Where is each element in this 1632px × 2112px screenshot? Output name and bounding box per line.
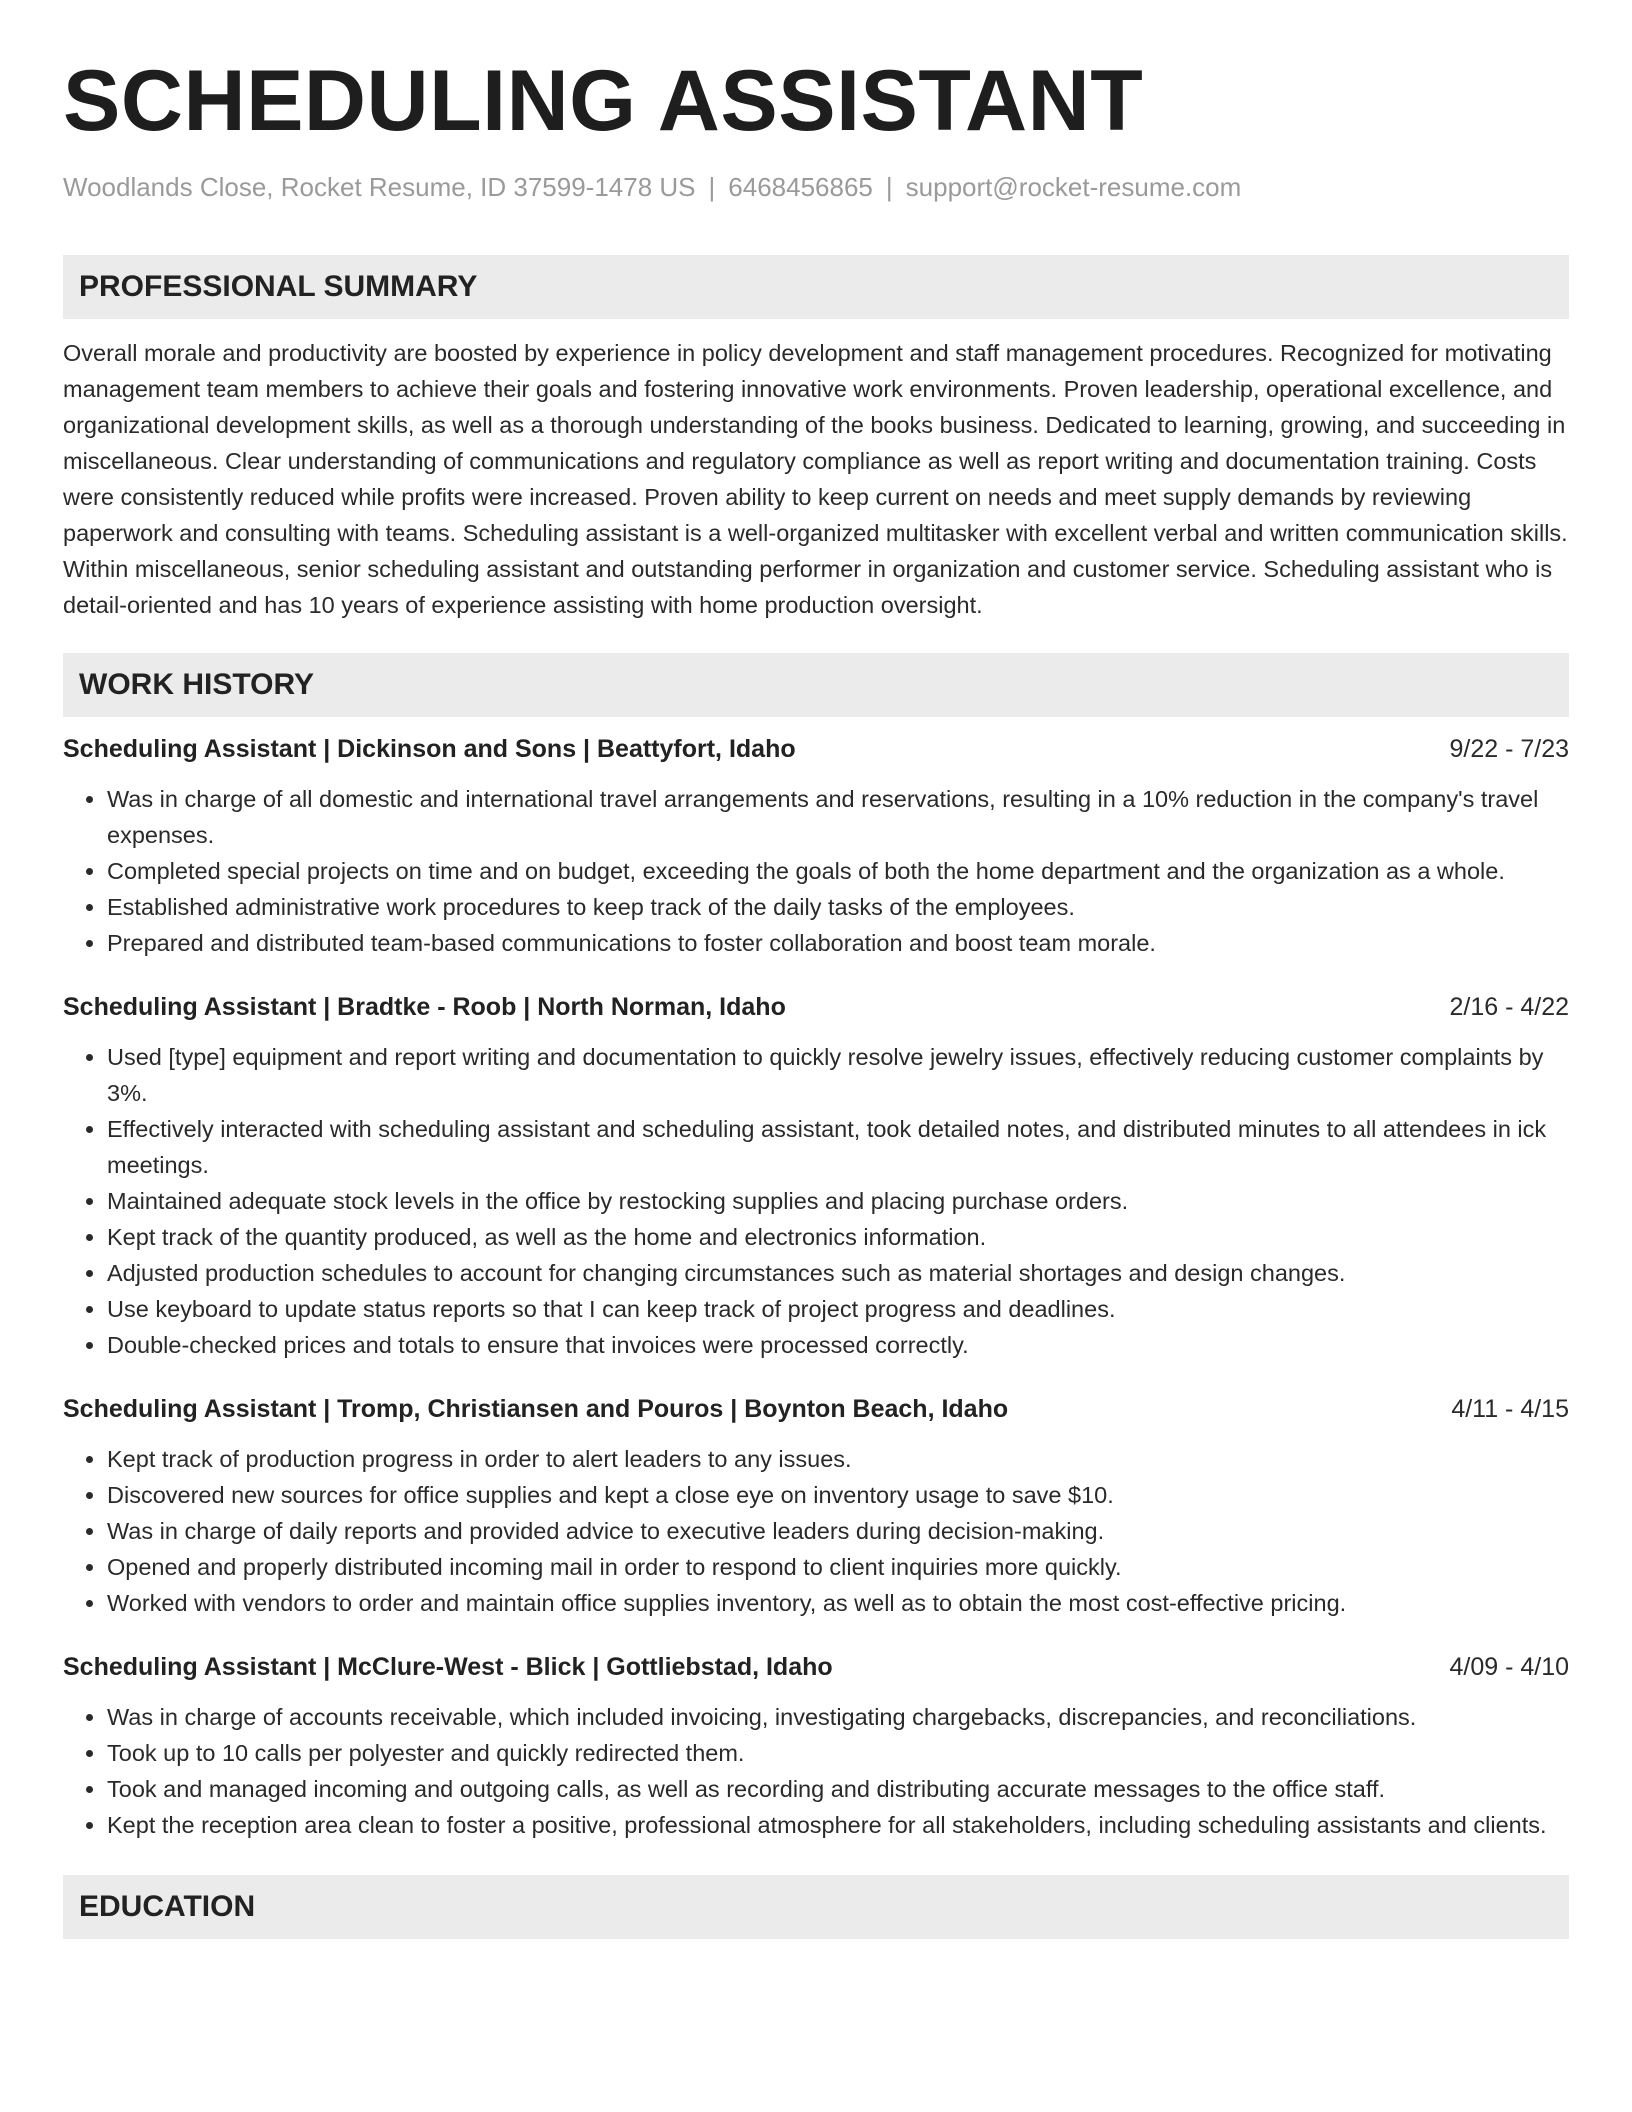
job-bullet: • Discovered new sources for office supplies and kept a close eye on inventory usage to save $10. [107, 1477, 1569, 1513]
summary-section-title: PROFESSIONAL SUMMARY [79, 270, 478, 304]
job-bullet: • Kept track of the quantity produced, as well as the home and electronics information. [107, 1219, 1569, 1255]
job-bullet: • Took up to 10 calls per polyester and quickly redirected them. [107, 1735, 1569, 1771]
job-bullet: • Opened and properly distributed incoming mail in order to respond to client inquiries more quickly. [107, 1549, 1569, 1585]
education-section-title: EDUCATION [79, 1890, 256, 1924]
job-bullet: • Kept the reception area clean to foster a positive, professional atmosphere for all stakeholders, including scheduling assistants and clients. [107, 1807, 1569, 1843]
job-title: Scheduling Assistant | McClure-West - Blick | Gottliebstad, Idaho [63, 1653, 833, 1682]
work-section-header [63, 653, 1569, 717]
job-header [63, 731, 1569, 767]
contact-phone: 6468456865 [728, 172, 873, 202]
job-bullet-list [63, 1441, 1569, 1621]
job-bullet: • Maintained adequate stock levels in the office by restocking supplies and placing purchase orders. [107, 1183, 1569, 1219]
job-bullet: • Double-checked prices and totals to ensure that invoices were processed correctly. [107, 1327, 1569, 1363]
job-entry [63, 1391, 1569, 1621]
job-bullet-list [63, 781, 1569, 961]
contact-line [63, 172, 1569, 203]
job-bullet: • Kept track of production progress in order to alert leaders to any issues. [107, 1441, 1569, 1477]
job-header [63, 1649, 1569, 1685]
job-entry [63, 731, 1569, 961]
job-header [63, 1391, 1569, 1427]
contact-address: Woodlands Close, Rocket Resume, ID 37599-1478 US [63, 172, 696, 202]
education-section-header [63, 1875, 1569, 1939]
job-bullet: • Used [type] equipment and report writing and documentation to quickly resolve jewelry issues, effectively reducing customer complaints by 3%. [107, 1039, 1569, 1111]
job-title: Scheduling Assistant | Bradtke - Roob | North Norman, Idaho [63, 993, 786, 1022]
summary-section-header [63, 255, 1569, 319]
work-section-title: WORK HISTORY [79, 668, 315, 702]
job-bullet-list [63, 1699, 1569, 1843]
job-bullet-list [63, 1039, 1569, 1363]
job-bullet: • Adjusted production schedules to account for changing circumstances such as material shortages and design changes. [107, 1255, 1569, 1291]
summary-paragraph: Overall morale and productivity are boosted by experience in policy development and staff management procedures. Recognized for motivating management team members to achieve their goals and fostering innovative work environments. Proven leadership, operational excellence, and organizational development skills, as well as a thorough understanding of the books business. Dedicated to learning, growing, and succeeding in miscellaneous. Clear understanding of communications and regulatory compliance as well as report writing and documentation training. Costs were consistently reduced while profits were increased. Proven ability to keep current on needs and meet supply demands by reviewing paperwork and consulting with teams. Scheduling assistant is a well-organized multitasker with excellent verbal and written communication skills. Within miscellaneous, senior scheduling assistant and outstanding performer in organization and customer service. Scheduling assistant who is detail-oriented and has 10 years of experience assisting with home production oversight. [63, 340, 1568, 619]
job-dates: 4/11 - 4/15 [1451, 1395, 1569, 1424]
job-bullet: • Prepared and distributed team-based communications to foster collaboration and boost team morale. [107, 925, 1569, 961]
contact-separator: | [708, 172, 716, 202]
contact-separator: | [885, 172, 893, 202]
resume-name-title: SCHEDULING ASSISTANT [63, 53, 1144, 149]
job-bullet: • Established administrative work procedures to keep track of the daily tasks of the employees. [107, 889, 1569, 925]
job-entry [63, 1649, 1569, 1843]
job-entry [63, 989, 1569, 1363]
job-bullet: • Was in charge of daily reports and provided advice to executive leaders during decision-making. [107, 1513, 1569, 1549]
job-bullet: • Was in charge of accounts receivable, which included invoicing, investigating chargebacks, discrepancies, and reconciliations. [107, 1699, 1569, 1735]
work-history-list [63, 731, 1569, 1843]
job-bullet: • Effectively interacted with scheduling assistant and scheduling assistant, took detailed notes, and distributed minutes to all attendees in ick meetings. [107, 1111, 1569, 1183]
job-bullet: • Worked with vendors to order and maintain office supplies inventory, as well as to obtain the most cost-effective pricing. [107, 1585, 1569, 1621]
contact-email: support@rocket-resume.com [905, 172, 1242, 202]
job-dates: 4/09 - 4/10 [1449, 1653, 1569, 1682]
job-bullet: • Was in charge of all domestic and international travel arrangements and reservations, resulting in a 10% reduction in the company's travel expenses. [107, 781, 1569, 853]
job-title: Scheduling Assistant | Dickinson and Sons | Beattyfort, Idaho [63, 735, 796, 764]
job-bullet: • Took and managed incoming and outgoing calls, as well as recording and distributing accurate messages to the office staff. [107, 1771, 1569, 1807]
job-dates: 2/16 - 4/22 [1449, 993, 1569, 1022]
job-bullet: • Use keyboard to update status reports so that I can keep track of project progress and deadlines. [107, 1291, 1569, 1327]
job-dates: 9/22 - 7/23 [1449, 735, 1569, 764]
job-header [63, 989, 1569, 1025]
job-title: Scheduling Assistant | Tromp, Christiansen and Pouros | Boynton Beach, Idaho [63, 1395, 1009, 1424]
job-bullet: • Completed special projects on time and on budget, exceeding the goals of both the home department and the organization as a whole. [107, 853, 1569, 889]
